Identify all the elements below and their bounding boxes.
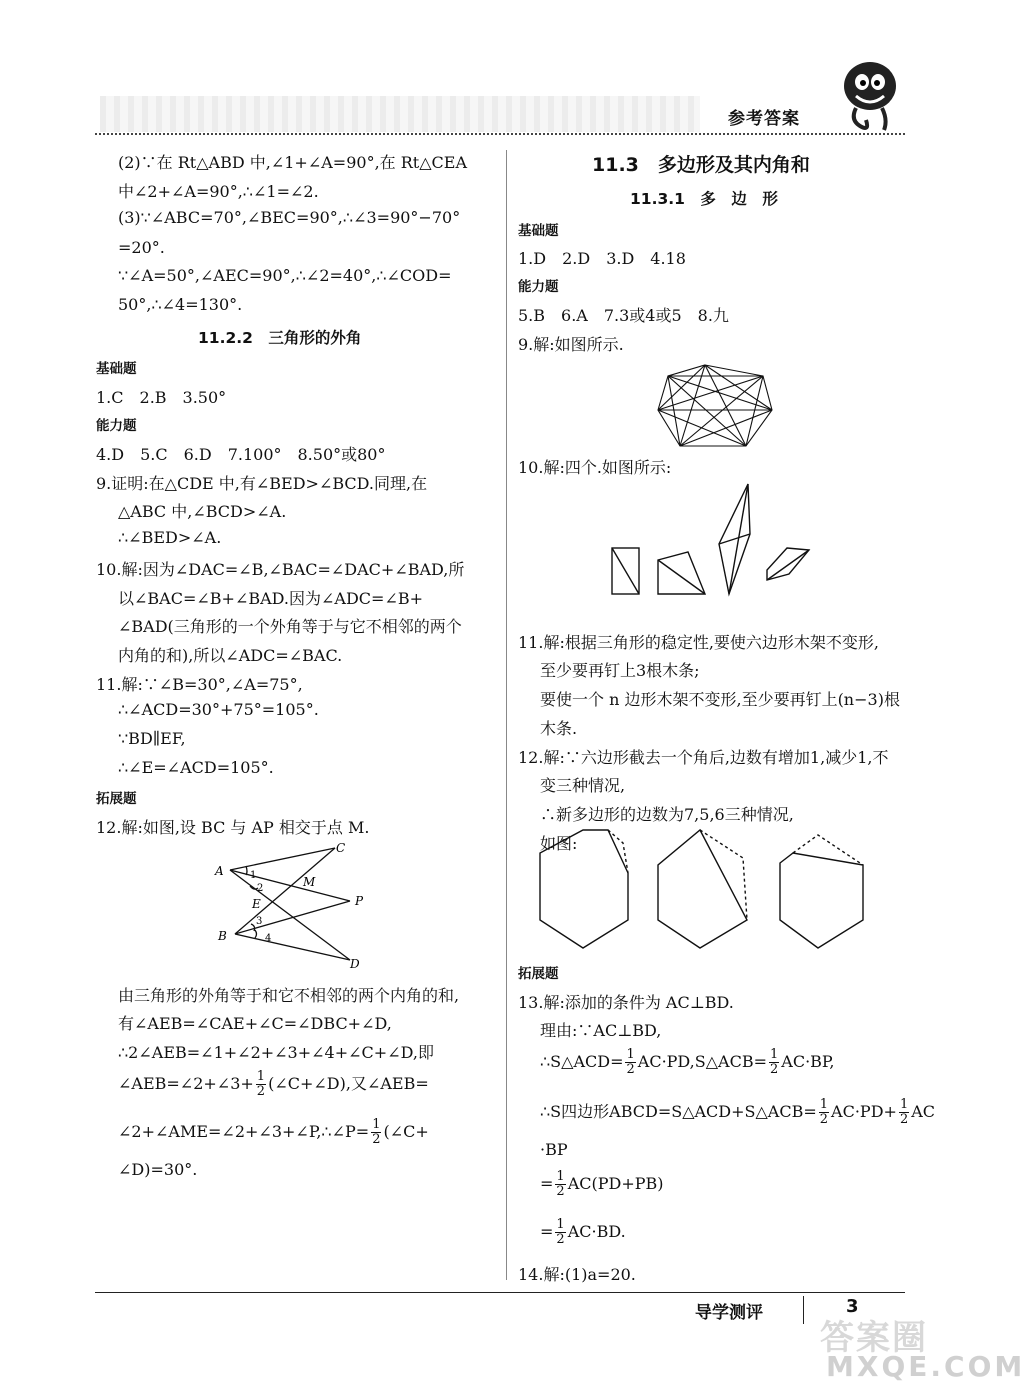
point-label-e: E xyxy=(252,897,261,911)
text-line xyxy=(540,1170,664,1199)
text-line: 14.解:(1)a=20. xyxy=(518,1265,636,1284)
text-line: 由三角形的外角等于和它不相邻的两个内角的和, xyxy=(118,986,460,1005)
text-line: (2)∵在 Rt△ABD 中,∠1+∠A=90°,在 Rt△CEA xyxy=(118,153,467,172)
denominator: 2 xyxy=(626,1062,635,1077)
numerator: 1 xyxy=(626,1047,635,1062)
angle-label-3: 3 xyxy=(256,916,263,927)
mascot-icon xyxy=(836,56,906,136)
text-fragment: ∠AEB=∠2+∠3+ xyxy=(118,1074,254,1093)
section-title: 11.2.2 三角形的外角 xyxy=(198,329,362,347)
fraction-half xyxy=(555,1218,565,1247)
text-fragment: = xyxy=(540,1174,554,1193)
text-line: △ABC 中,∠BCD>∠A. xyxy=(118,502,287,521)
text-line: ∴2∠AEB=∠1+∠2+∠3+∠4+∠C+∠D,即 xyxy=(118,1043,434,1062)
text-line: 木条. xyxy=(540,719,578,738)
text-line xyxy=(540,1218,626,1247)
point-label-c: C xyxy=(336,841,346,855)
point-label-p: P xyxy=(355,894,364,908)
watermark-url: MXQE.COM xyxy=(826,1350,1025,1383)
section-title: 11.3 多边形及其内角和 xyxy=(592,154,810,176)
text-line: 要使一个 n 边形木架不变形,至少要再钉上(n−3)根 xyxy=(540,690,900,709)
text-line: 50°,∴∠4=130°. xyxy=(118,295,243,314)
numerator: 1 xyxy=(769,1047,779,1062)
text-line xyxy=(118,1118,429,1147)
point-label-a: A xyxy=(215,864,224,878)
text-fragment: AC(PD+PB) xyxy=(567,1174,664,1193)
text-line: 以∠BAC=∠B+∠BAD.因为∠ADC=∠B+ xyxy=(118,589,424,608)
text-line xyxy=(540,1098,935,1127)
angle-label-4: 4 xyxy=(265,933,272,944)
fraction-half xyxy=(769,1048,779,1077)
denominator: 2 xyxy=(899,1112,909,1127)
point-label-d: D xyxy=(350,957,360,971)
text-line: ·BP xyxy=(540,1140,568,1159)
fraction-half xyxy=(819,1098,829,1127)
header-title: 参考答案 xyxy=(728,109,800,129)
text-fragment: (∠C+ xyxy=(383,1122,429,1141)
text-line: ∵BD∥EF, xyxy=(118,729,186,748)
answers-ability: 4.D 5.C 6.D 7.100° 8.50°或80° xyxy=(96,445,386,464)
watermark-logo: 答案圈 xyxy=(820,1318,928,1358)
text-line: 理由:∵AC⊥BD, xyxy=(540,1021,662,1040)
text-fragment: ∴S△ACD= xyxy=(540,1052,624,1071)
quadrilaterals-figure xyxy=(605,480,815,600)
numerator: 1 xyxy=(556,1217,565,1232)
angle-label-2: 2 xyxy=(257,883,264,894)
numerator: 1 xyxy=(899,1097,909,1112)
numerator: 1 xyxy=(372,1117,381,1132)
denominator: 2 xyxy=(819,1112,829,1127)
footer-title: 导学测评 xyxy=(695,1303,763,1323)
text-line: =20°. xyxy=(118,238,165,257)
text-line: 内角的和),所以∠ADC=∠BAC. xyxy=(118,646,343,665)
text-fragment: AC·BP, xyxy=(781,1052,835,1071)
text-fragment: AC xyxy=(911,1102,936,1121)
hexagon-cut-figures xyxy=(535,825,875,955)
footer-divider xyxy=(95,1292,905,1293)
text-fragment: ∠2+∠AME=∠2+∠3+∠P,∴∠P= xyxy=(118,1122,370,1141)
text-line: 11.解:∵∠B=30°,∠A=75°, xyxy=(96,675,303,694)
column-divider xyxy=(506,150,507,1280)
label-extension: 拓展题 xyxy=(518,966,559,982)
text-line: 11.解:根据三角形的稳定性,要使六边形木架不变形, xyxy=(518,633,880,652)
text-line xyxy=(540,1048,835,1077)
text-line: ∠BAD(三角形的一个外角等于与它不相邻的两个 xyxy=(118,617,462,636)
denominator: 2 xyxy=(372,1132,381,1147)
denominator: 2 xyxy=(556,1232,565,1247)
text-line: ∴∠BED>∠A. xyxy=(118,528,222,547)
header-decor-band xyxy=(100,96,700,132)
numerator: 1 xyxy=(256,1069,266,1084)
text-line: ∠D)=30°. xyxy=(118,1160,198,1179)
text-line: ∴∠ACD=30°+75°=105°. xyxy=(118,700,319,719)
answers-basic: 1.C 2.B 3.50° xyxy=(96,388,227,407)
text-line: 13.解:添加的条件为 AC⊥BD. xyxy=(518,993,734,1012)
text-fragment: AC·BD. xyxy=(567,1222,626,1241)
denominator: 2 xyxy=(256,1084,266,1099)
text-line: 9.证明:在△CDE 中,有∠BED>∠BCD.同理,在 xyxy=(96,474,428,493)
subsection-title: 11.3.1 多 边 形 xyxy=(630,190,778,208)
fraction-half xyxy=(899,1098,909,1127)
text-line: 至少要再钉上3根木条; xyxy=(540,661,700,680)
fraction-half xyxy=(256,1070,266,1099)
header-divider xyxy=(95,133,905,135)
angle-label-1: 1 xyxy=(250,870,257,881)
footer-separator xyxy=(803,1296,804,1324)
text-fragment: AC·PD,S△ACB= xyxy=(637,1052,767,1071)
text-line: ∵∠A=50°,∠AEC=90°,∴∠2=40°,∴∠COD= xyxy=(118,266,452,285)
text-line: (3)∵∠ABC=70°,∠BEC=90°,∴∠3=90°−70° xyxy=(118,208,461,227)
text-line: 10.解:四个.如图所示: xyxy=(518,458,672,477)
fraction-half xyxy=(555,1170,565,1199)
text-fragment: = xyxy=(540,1222,554,1241)
text-line: 有∠AEB=∠CAE+∠C=∠DBC+∠D, xyxy=(118,1014,392,1033)
fraction-half xyxy=(625,1048,635,1077)
text-line xyxy=(118,1070,429,1099)
text-fragment: AC·PD+ xyxy=(831,1102,897,1121)
text-line: 12.解:如图,设 BC 与 AP 相交于点 M. xyxy=(96,818,370,837)
text-line: ∴∠E=∠ACD=105°. xyxy=(118,758,274,777)
label-basic: 基础题 xyxy=(96,361,137,377)
text-line: 如图: xyxy=(540,834,578,853)
text-line: ∴新多边形的边数为7,5,6三种情况, xyxy=(540,805,794,824)
geometry-figure-crossing-lines xyxy=(210,838,380,973)
label-extension: 拓展题 xyxy=(96,791,137,807)
text-line: 变三种情况, xyxy=(540,776,626,795)
text-fragment: (∠C+∠D),又∠AEB= xyxy=(268,1074,429,1093)
numerator: 1 xyxy=(556,1169,565,1184)
denominator: 2 xyxy=(556,1184,565,1199)
answers-ability: 5.B 6.A 7.3或4或5 8.九 xyxy=(518,306,729,325)
answers-basic: 1.D 2.D 3.D 4.18 xyxy=(518,249,686,268)
numerator: 1 xyxy=(819,1097,829,1112)
text-line: 12.解:∵六边形截去一个角后,边数有增加1,减少1,不 xyxy=(518,748,889,767)
point-label-b: B xyxy=(218,929,227,943)
point-label-m: M xyxy=(303,875,316,889)
heptagon-diagonals-figure xyxy=(650,362,780,450)
label-basic: 基础题 xyxy=(518,223,559,239)
text-line: 9.解:如图所示. xyxy=(518,335,624,354)
text-line: 10.解:因为∠DAC=∠B,∠BAC=∠DAC+∠BAD,所 xyxy=(96,560,465,579)
label-ability: 能力题 xyxy=(518,279,559,295)
page-number: 3 xyxy=(846,1296,859,1317)
denominator: 2 xyxy=(769,1062,779,1077)
fraction-half xyxy=(371,1118,381,1147)
label-ability: 能力题 xyxy=(96,418,137,434)
text-line: 中∠2+∠A=90°,∴∠1=∠2. xyxy=(118,182,319,201)
text-fragment: ∴S四边形ABCD=S△ACD+S△ACB= xyxy=(540,1102,817,1121)
